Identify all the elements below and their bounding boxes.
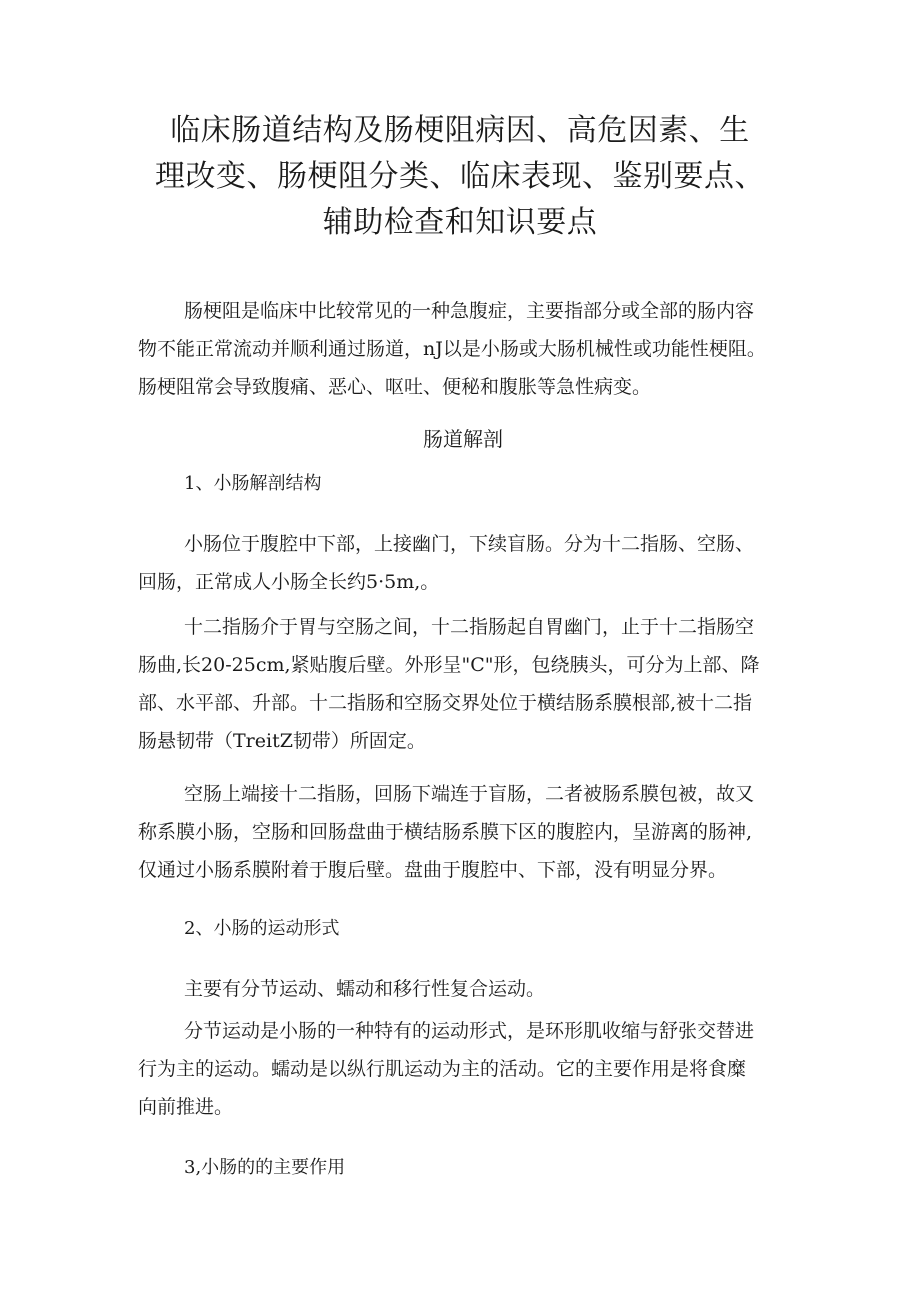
intro-line-2: 物不能正常流动并顺利通过肠道，nJ以是小肠或大肠机械性或功能性梗阻。 (138, 338, 766, 360)
duodenum-line-4: 肠悬韧带（TreitZ韧带）所固定。 (138, 730, 426, 752)
duodenum-line-1: 十二指肠介于胃与空肠之间，十二指肠起自胃幽门，止于十二指肠空 (184, 616, 755, 638)
duodenum-line-3: 部、水平部、升部。十二指肠和空肠交界处位于横结肠系膜根部,被十二指 (138, 692, 753, 714)
small-intestine-paragraph (138, 525, 788, 601)
title-line-3: 辅助检查和知识要点 (322, 205, 598, 240)
duodenum-paragraph (138, 608, 788, 760)
jejunum-line-1: 空肠上端接十二指肠，回肠下端连于盲肠，二者被肠系膜包被，故又 (184, 783, 755, 805)
subheading-1: 1、小肠解剖结构 (184, 473, 322, 494)
jejunum-line-2: 称系膜小肠，空肠和回肠盘曲于横结肠系膜下区的腹腔内，呈游离的肠神, (138, 821, 753, 843)
jejunum-paragraph (138, 775, 788, 889)
intro-line-3: 肠梗阻常会导致腹痛、恶心、呕吐、便秘和腹胀等急性病变。 (138, 376, 652, 398)
segmentation-line-3: 向前推进。 (138, 1096, 234, 1118)
segmentation-paragraph (138, 1012, 788, 1126)
duodenum-line-2: 肠曲,长20-25cm,紧贴腹后壁。外形呈"C"形，包绕胰头，可分为上部、降 (138, 654, 760, 676)
intro-line-1: 肠梗阻是临床中比较常见的一种急腹症，主要指部分或全部的肠内容 (184, 300, 755, 322)
segmentation-line-1: 分节运动是小肠的一种特有的运动形式，是环形肌收缩与舒张交替进 (184, 1020, 755, 1042)
intro-paragraph (138, 292, 788, 406)
segmentation-line-2: 行为主的运动。蠕动是以纵行肌运动为主的活动。它的主要作用是将食糜 (138, 1058, 747, 1080)
title-line-1: 临床肠道结构及肠梗阻病因、高危因素、生 (170, 113, 750, 148)
motion-main-paragraph (138, 970, 788, 1008)
jejunum-line-3: 仅通过小肠系膜附着于腹后壁。盘曲于腹腔中、下部，没有明显分界。 (138, 859, 728, 881)
motion-main-line-1: 主要有分节运动、蠕动和移行性复合运动。 (184, 978, 546, 1000)
subheading-2: 2、小肠的运动形式 (184, 918, 340, 939)
small-intestine-line-1: 小肠位于腹腔中下部，上接幽门，下续盲肠。分为十二指肠、空肠、 (184, 533, 755, 555)
small-intestine-line-2: 回肠，正常成人小肠全长约5·5m,。 (138, 571, 440, 593)
subheading-3: 3,小肠的的主要作用 (184, 1157, 346, 1178)
document-title (150, 108, 770, 246)
title-line-2: 理改变、肠梗阻分类、临床表现、鉴别要点、 (155, 159, 765, 194)
section-heading: 肠道解剖 (423, 427, 503, 451)
